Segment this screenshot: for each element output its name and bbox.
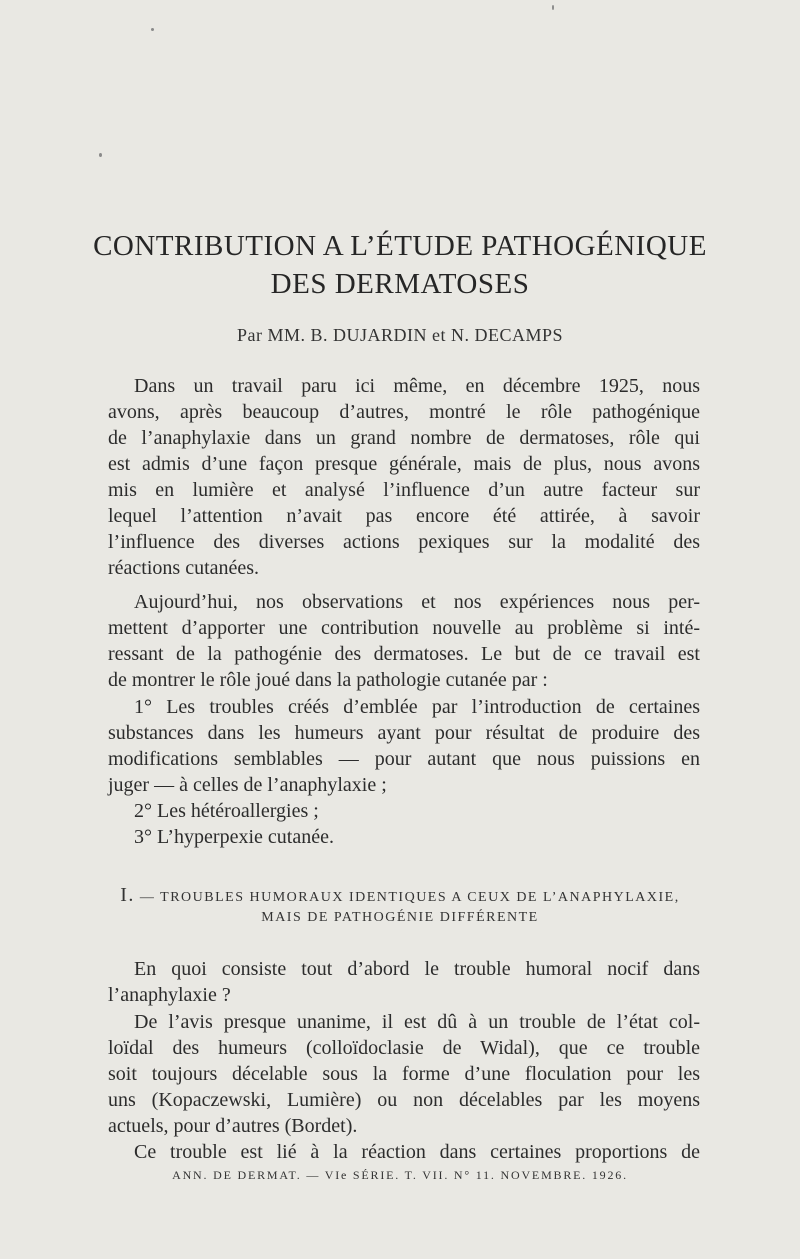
text-line: actuels, pour d’autres (Bordet). (108, 1115, 358, 1137)
text-line: soit toujours décelable sous la forme d’une floculation pour les (108, 1063, 700, 1085)
text-line: juger — à celles de l’anaphylaxie ; (108, 774, 387, 796)
page-footer: ANN. DE DERMAT. — VIe SÉRIE. T. VII. N° 11. NOVEMBRE. 1926. (172, 1168, 628, 1182)
print-speck (99, 153, 102, 157)
text-line: lequel l’attention n’avait pas encore été attirée, à savoir (108, 505, 700, 527)
text-line: mis en lumière et analysé l’influence d’un autre facteur sur (108, 479, 700, 501)
text-line: mettent d’apporter une contribution nouvelle au problème si inté- (108, 617, 700, 639)
text-line: de montrer le rôle joué dans la pathologie cutanée par : (108, 669, 548, 691)
article-byline: Par MM. B. DUJARDIN et N. DECAMPS (236, 325, 564, 345)
article-title-line-1: CONTRIBUTION A L’ÉTUDE PATHOGÉNIQUE (93, 230, 707, 262)
section-heading-text: — TROUBLES HUMORAUX IDENTIQUES A CEUX DE L’ANAPHYLAXIE, (139, 890, 680, 905)
text-line: avons, après beaucoup d’autres, montré le rôle pathogénique (108, 401, 700, 423)
text-line: de l’anaphylaxie dans un grand nombre de dermatoses, rôle qui (108, 427, 700, 449)
print-speck (151, 28, 154, 31)
text-line: Ce trouble est lié à la réaction dans certaines proportions de (134, 1141, 700, 1163)
list-item-3: 3° L’hyperpexie cutanée. (134, 826, 334, 848)
section-heading-line-2: MAIS DE PATHOGÉNIE DIFFÉRENTE (261, 910, 539, 925)
text-line: substances dans les humeurs ayant pour résultat de produire des (108, 722, 700, 744)
text-line: l’influence des diverses actions pexiques sur la modalité des (108, 531, 700, 553)
text-line: Dans un travail paru ici même, en décembre 1925, nous (134, 375, 700, 397)
text-line: réactions cutanées. (108, 557, 260, 579)
text-line: En quoi consiste tout d’abord le trouble humoral nocif dans (134, 958, 700, 980)
article-title-line-2: DES DERMATOSES (270, 268, 530, 300)
text-line: est admis d’une façon presque générale, mais de plus, nous avons (108, 453, 700, 475)
list-item-2: 2° Les hétéroallergies ; (134, 800, 319, 822)
text-line: uns (Kopaczewski, Lumière) ou non décelables par les moyens (108, 1089, 700, 1111)
list-item-1: 1° Les troubles créés d’emblée par l’introduction de certaines (134, 696, 700, 718)
text-line: loïdal des humeurs (colloïdoclasie de Widal), que ce trouble (108, 1037, 700, 1059)
section-numeral: I. (120, 884, 135, 906)
text-line: ressant de la pathogénie des dermatoses. Le but de ce travail est (108, 643, 700, 665)
print-speck (552, 5, 554, 10)
text-line: Aujourd’hui, nos observations et nos expériences nous per- (134, 591, 700, 613)
text-line: De l’avis presque unanime, il est dû à un trouble de l’état col- (134, 1011, 700, 1033)
section-heading-line-1 (90, 884, 710, 907)
text-line: modifications semblables — pour autant que nous puissions en (108, 748, 700, 770)
text-line: l’anaphylaxie ? (108, 984, 231, 1006)
